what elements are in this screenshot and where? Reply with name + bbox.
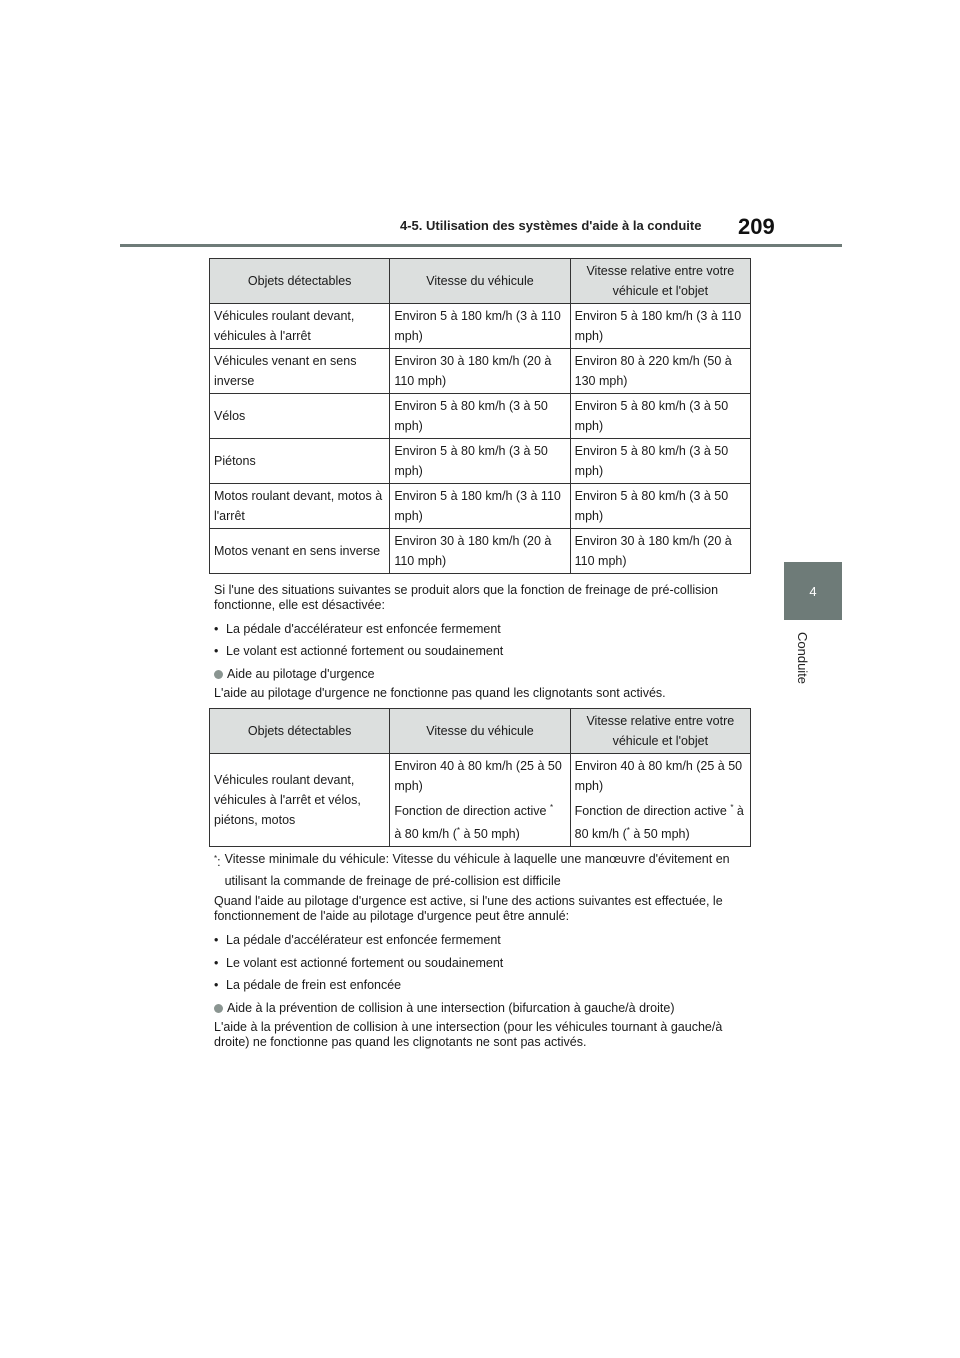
cell-text: Fonction de direction active (394, 804, 547, 819)
table-cell: Véhicules roulant devant, véhicules à l'arrêt (210, 304, 390, 349)
table-header-row (210, 259, 751, 304)
chapter-tab[interactable]: 4 (784, 562, 842, 620)
list-item (214, 978, 401, 993)
section-heading (214, 1001, 675, 1016)
table-cell: Environ 5 à 80 km/h (3 à 50 mph) (570, 394, 750, 439)
list-item (214, 956, 503, 971)
cell-text: à 50 mph) (459, 827, 520, 842)
bullet-icon: • (214, 933, 219, 947)
cell-text: Fonction de direction active (574, 804, 727, 819)
header-cell: Vitesse du véhicule (390, 709, 570, 754)
cell-text: à 50 mph) (629, 827, 690, 842)
cell-line (575, 821, 746, 844)
list-item (214, 622, 501, 637)
table-cell (570, 754, 750, 847)
table-cell: Environ 5 à 180 km/h (3 à 110 mph) (570, 304, 750, 349)
section-dot-icon (214, 1004, 223, 1013)
header-cell: Vitesse relative entre votre véhicule et l'objet (570, 259, 750, 304)
cell-text: 80 km/h ( (574, 827, 627, 842)
section-intro: L'aide au pilotage d'urgence ne fonctionne pas quand les clignotants sont activés. (214, 686, 666, 700)
header-cell: Objets détectables (210, 259, 390, 304)
bullet-icon: • (214, 978, 219, 992)
bullet-icon: • (214, 622, 219, 636)
table-row (210, 529, 751, 574)
bullet-icon: • (214, 644, 219, 658)
table-header-row (210, 709, 751, 754)
asterisk: * (730, 803, 734, 812)
detection-table-emergency-steering (209, 708, 751, 847)
table-cell: Motos venant en sens inverse (210, 529, 390, 574)
list-item (214, 644, 503, 659)
footnote-colon: : (217, 855, 221, 870)
table-cell: Environ 30 à 180 km/h (20 à 110 mph) (390, 349, 570, 394)
table-row (210, 304, 751, 349)
asterisk: * (456, 826, 460, 836)
cell-line (394, 821, 565, 844)
table-cell: Vélos (210, 394, 390, 439)
cell-text: à 80 km/h ( (394, 827, 457, 842)
table-cell: Véhicules roulant devant, véhicules à l'arrêt et vélos, piétons, motos (210, 754, 390, 847)
cell-text: à (733, 804, 744, 819)
table-row (210, 754, 751, 847)
table-row (210, 394, 751, 439)
table-cell: Environ 30 à 180 km/h (20 à 110 mph) (390, 529, 570, 574)
asterisk: * (214, 854, 218, 863)
cell-line (575, 798, 746, 821)
section-intro: L'aide à la prévention de collision à une intersection (pour les véhicules tournant à gauche/à droite) ne fonctionne pas quand les clignotants ne sont pas activés. (214, 1020, 723, 1049)
table-cell: Environ 5 à 180 km/h (3 à 110 mph) (390, 484, 570, 529)
table-row (210, 484, 751, 529)
table-row (210, 439, 751, 484)
list-item-text: Le volant est actionné fortement ou soudainement (226, 956, 504, 970)
table-cell: Véhicules venant en sens inverse (210, 349, 390, 394)
cell-line: Environ 40 à 80 km/h (25 à 50 mph) (394, 759, 562, 793)
list-item-text: La pédale d'accélérateur est enfoncée fermement (226, 933, 501, 947)
bullet-icon: • (214, 956, 219, 970)
list-item (214, 933, 501, 948)
section-title: Aide au pilotage d'urgence (227, 667, 375, 681)
header-cell: Objets détectables (210, 709, 390, 754)
header-divider (120, 244, 842, 247)
page-number: 209 (738, 214, 775, 239)
footnote-text: Vitesse minimale du véhicule: Vitesse du véhicule à laquelle une manœuvre d'évitement en utilisant la commande de freinage de pré-collision est difficile (224, 852, 730, 888)
section-dot-icon (214, 670, 223, 679)
section-heading (214, 667, 375, 682)
header-cell: Vitesse relative entre votre véhicule et l'objet (570, 709, 750, 754)
precollision-cancel-intro: Si l'une des situations suivantes se produit alors que la fonction de freinage de pré-collision fonctionne, elle est désactivée: (214, 583, 719, 612)
footnote-marker (214, 848, 221, 892)
section-title: Aide à la prévention de collision à une intersection (bifurcation à gauche/à droite) (227, 1001, 675, 1015)
table-cell: Environ 5 à 80 km/h (3 à 50 mph) (390, 439, 570, 484)
cell-line (394, 798, 565, 821)
table-cell (390, 754, 570, 847)
asterisk: * (549, 803, 554, 812)
cell-line: Environ 40 à 80 km/h (25 à 50 mph) (574, 759, 743, 793)
table-cell: Environ 5 à 80 km/h (3 à 50 mph) (570, 439, 750, 484)
table-cell: Environ 5 à 80 km/h (3 à 50 mph) (570, 484, 750, 529)
chapter-label: Conduite (795, 632, 810, 685)
emergency-cancel-intro: Quand l'aide au pilotage d'urgence est active, si l'une des actions suivantes est effectuée, le fonctionnement de l'aide au pilotage d'urgence peut être annulé: (214, 894, 723, 923)
table-cell: Environ 5 à 180 km/h (3 à 110 mph) (390, 304, 570, 349)
table-cell: Environ 30 à 180 km/h (20 à 110 mph) (570, 529, 750, 574)
table-cell: Environ 80 à 220 km/h (50 à 130 mph) (570, 349, 750, 394)
detection-table-precollision (209, 258, 751, 574)
header-cell: Vitesse du véhicule (390, 259, 570, 304)
section-header-title: 4-5. Utilisation des systèmes d'aide à la conduite (400, 218, 702, 233)
table-cell: Environ 5 à 80 km/h (3 à 50 mph) (390, 394, 570, 439)
list-item-text: La pédale de frein est enfoncée (226, 978, 402, 992)
footnote (214, 848, 754, 892)
table-row (210, 349, 751, 394)
table-cell: Motos roulant devant, motos à l'arrêt (210, 484, 390, 529)
table-cell: Piétons (210, 439, 390, 484)
asterisk: * (626, 826, 630, 836)
list-item-text: Le volant est actionné fortement ou soudainement (226, 644, 504, 658)
list-item-text: La pédale d'accélérateur est enfoncée fermement (226, 622, 501, 636)
